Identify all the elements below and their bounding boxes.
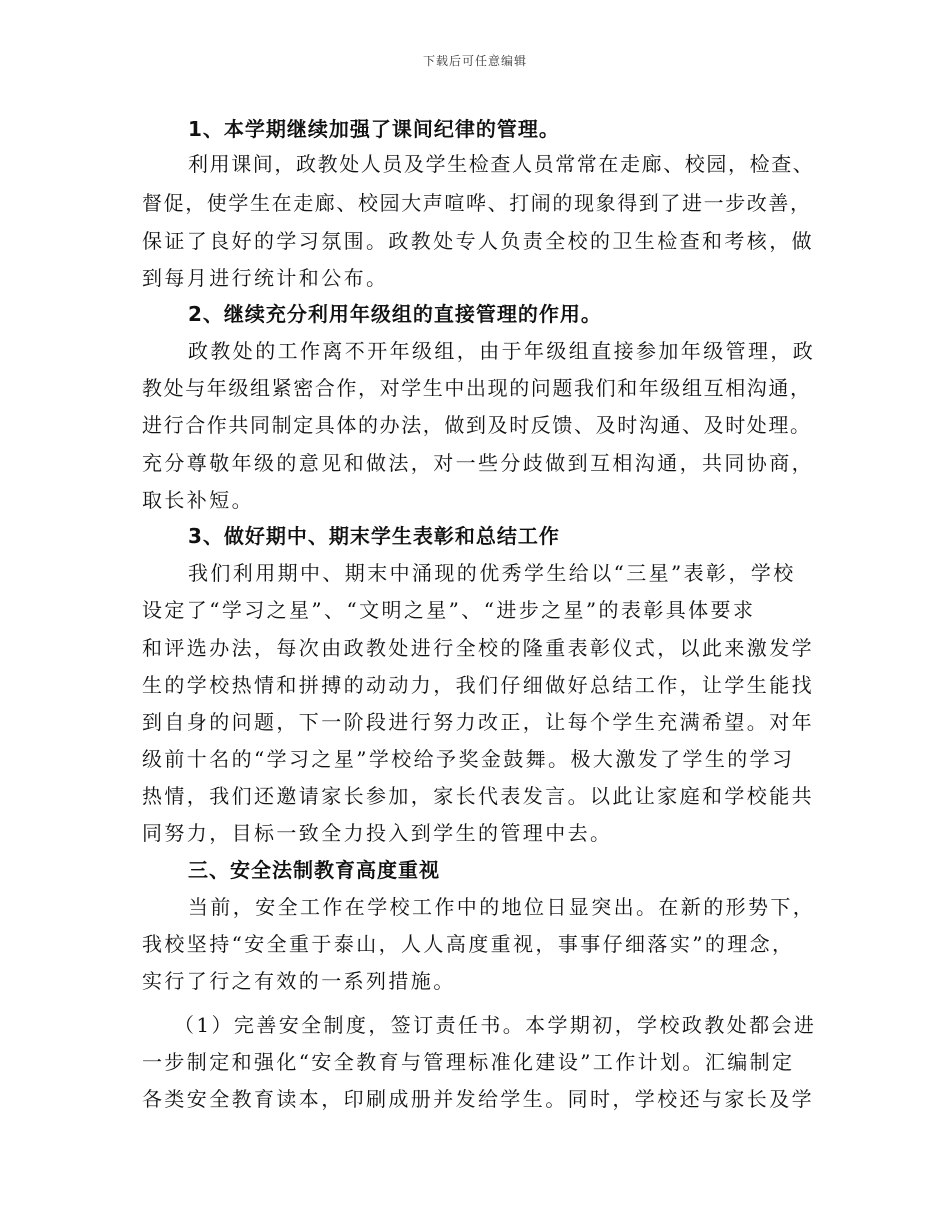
paragraph-line: 生的学校热情和拼搏的动动力，我们仔细做好总结工作，让学生能找 bbox=[142, 673, 814, 697]
paragraph-line: 充分尊敬年级的意见和做法，对一些分歧做到互相沟通，共同协商， bbox=[142, 451, 814, 475]
paragraph-line: 利用课间，政教处人员及学生检查人员常常在走廊、校园，检查、 bbox=[188, 152, 815, 176]
paragraph-line: 保证了良好的学习氛围。政教处专人负责全校的卫生检查和考核，做 bbox=[142, 229, 814, 253]
paragraph-line: 各类安全教育读本，印刷成册并发给学生。同时，学校还与家长及学 bbox=[142, 1087, 814, 1111]
paragraph-line: 政教处的工作离不开年级组，由于年级组直接参加年级管理，政 bbox=[188, 339, 816, 363]
section-heading: 2、继续充分利用年级组的直接管理的作用。 bbox=[188, 302, 602, 326]
paragraph-line: 一步制定和强化“安全教育与管理标准化建设”工作计划。汇编制定 bbox=[142, 1050, 795, 1074]
paragraph-line: 实行了行之有效的一系列措施。 bbox=[142, 969, 456, 993]
page-header: 下载后可任意编辑 bbox=[422, 54, 527, 68]
paragraph-line: 热情，我们还邀请家长参加，家长代表发言。以此让家庭和学校能共 bbox=[142, 784, 814, 808]
paragraph-line: 我们利用期中、期末中涌现的优秀学生给以“三星”表彰，学校 bbox=[188, 561, 796, 585]
paragraph-line: 设定了“学习之星”、“文明之星”、“进步之星”的表彰具体要求 bbox=[142, 598, 756, 622]
paragraph-line: 同努力，目标一致全力投入到学生的管理中去。 bbox=[142, 821, 613, 845]
paragraph-line: 教处与年级组紧密合作，对学生中出现的问题我们和年级组互相沟通， bbox=[142, 376, 812, 400]
paragraph-line: 到自身的问题，下一阶段进行努力改正，让每个学生充满希望。对年 bbox=[142, 710, 814, 734]
section-heading: 3、做好期中、期末学生表彰和总结工作 bbox=[188, 524, 560, 548]
paragraph-line: 当前，安全工作在学校工作中的地位日显突出。在新的形势下， bbox=[188, 895, 816, 919]
paragraph-line: 取长补短。 bbox=[142, 488, 254, 512]
paragraph-line: 督促，使学生在走廊、校园大声喧哗、打闹的现象得到了进一步改善， bbox=[142, 191, 812, 215]
paragraph-line: 我校坚持“安全重于泰山，人人高度重视，事事仔细落实”的理念， bbox=[142, 932, 795, 956]
paragraph-line: 级前十名的“学习之星”学校给予奖金鼓舞。极大激发了学生的学习 bbox=[142, 747, 795, 771]
paragraph-line: （1）完善安全制度，签订责任书。本学期初，学校政教处都会进 bbox=[174, 1013, 817, 1037]
section-heading: 三、安全法制教育高度重视 bbox=[188, 858, 440, 882]
paragraph-line: 进行合作共同制定具体的办法，做到及时反馈、及时沟通、及时处理。 bbox=[142, 413, 812, 437]
paragraph-line: 和评选办法，每次由政教处进行全校的隆重表彰仪式，以此来激发学 bbox=[142, 636, 814, 660]
paragraph-line: 到每月进行统计和公布。 bbox=[142, 266, 389, 290]
section-heading: 1、本学期继续加强了课间纪律的管理。 bbox=[188, 117, 560, 141]
